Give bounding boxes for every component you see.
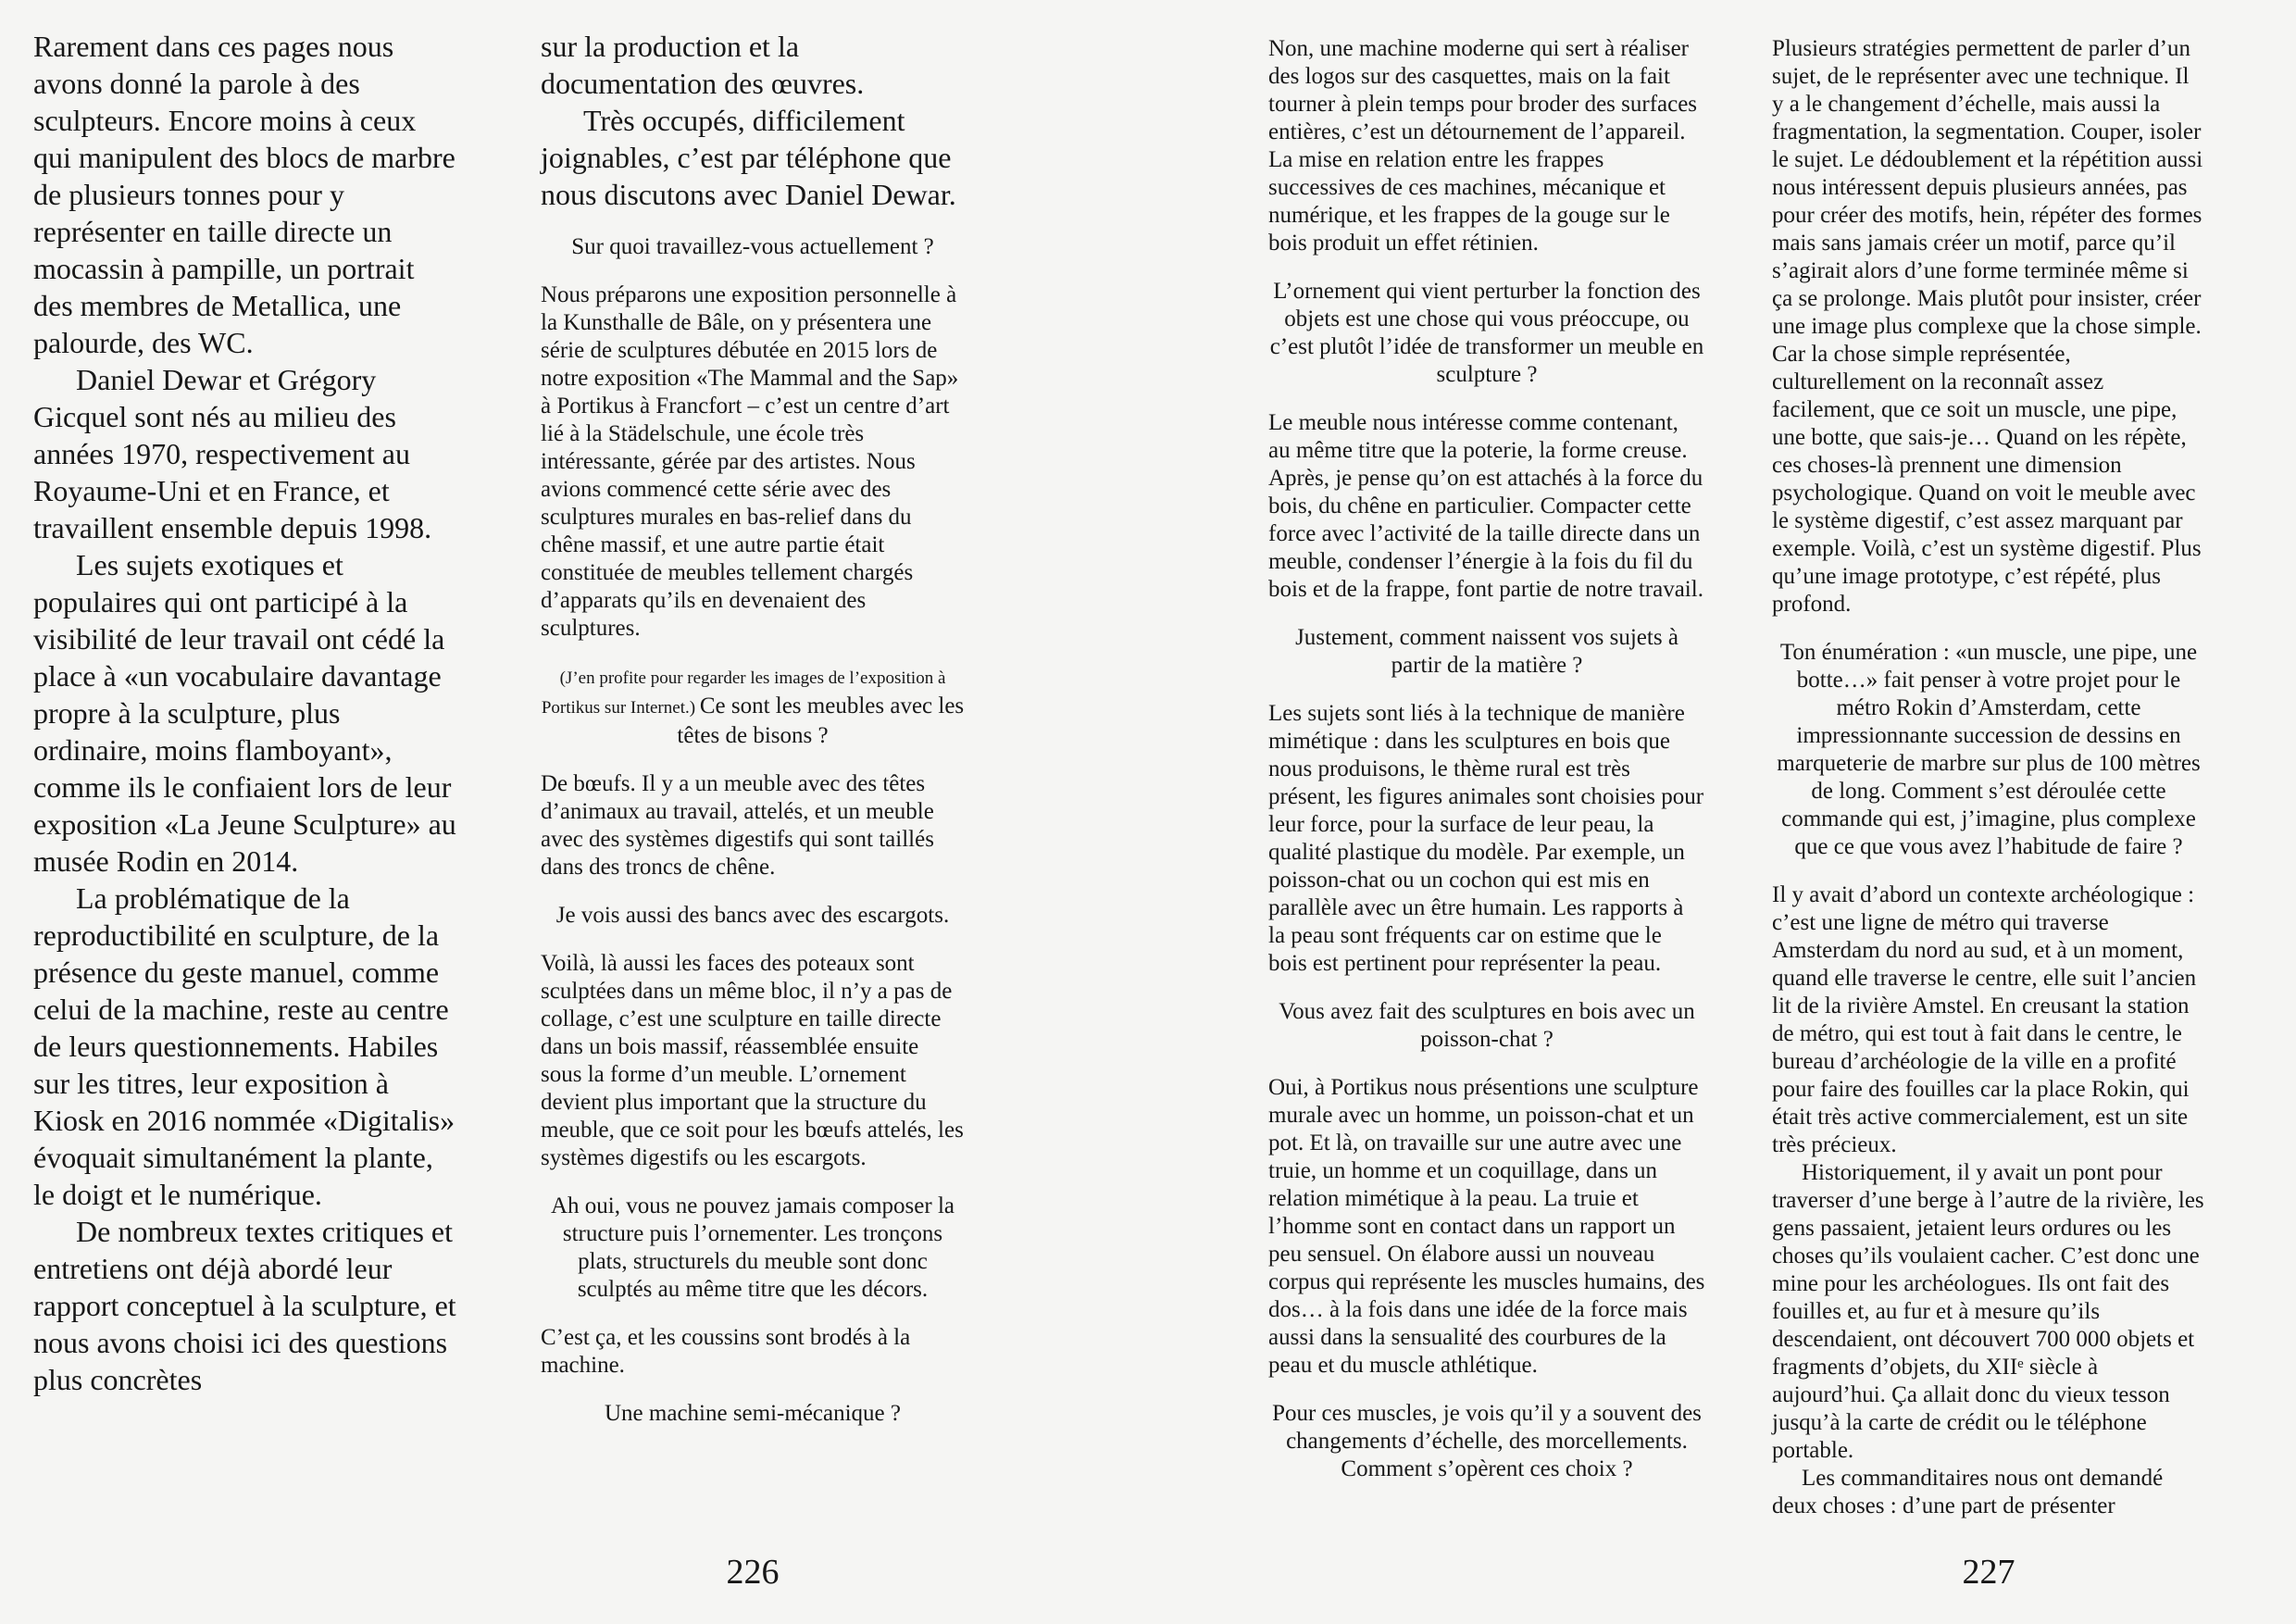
interview-flow-left — [541, 233, 965, 1428]
interview-question: Justement, comment naissent vos sujets à partir de la matière ? — [1295, 625, 1678, 678]
interview-answer — [1772, 35, 2205, 618]
interview-answer — [1268, 1074, 1705, 1380]
interview-answer — [541, 770, 965, 881]
answer-paragraph: Non, une machine moderne qui sert à réaliser des logos sur des casquettes, mais on la fait tourner à plein temps pour broder des surfaces entières, c’est un détournement de l’appareil. La mise en relation entre les frappes successives de ces machines, mécanique et numérique, et les frappes de la gouge sur le bois produit un effet rétinien. — [1268, 36, 1698, 256]
column-interview-middle — [1268, 35, 1705, 1483]
interview-question: Ton énumération : «un muscle, une pipe, une botte…» fait penser à votre projet pour le métro Rokin d’Amsterdam, cette impressionnante succession de dessins en marqueterie de marbre sur plus de 100 mètres de long. Comment s’est déroulée cette commande qui est, j’imagine, plus complexe que ce que vous avez l’habitude de faire ? — [1777, 640, 2201, 859]
intro-paragraph: De nombreux textes critiques et entretiens ont déjà abordé leur rapport conceptuel à la sculpture, et nous avons choisi ici des questions plus concrètes — [33, 1215, 456, 1396]
answer-paragraph: De bœufs. Il y a un meuble avec des têtes d’animaux au travail, attelés, et un meuble avec des systèmes digestifs qui sont taillés dans des troncs de chêne. — [541, 771, 934, 880]
interview-answer — [1772, 881, 2205, 1520]
interview-question: Sur quoi travaillez-vous actuellement ? — [571, 234, 934, 259]
column-intro-left — [33, 28, 461, 1398]
page-number-right: 227 — [1962, 1553, 2015, 1592]
interview-question: Une machine semi-mécanique ? — [605, 1401, 901, 1426]
intro-paragraph: Daniel Dewar et Grégory Gicquel sont nés au milieu des années 1970, respectivement au Royaume-Uni et en France, et travaillent ensemble depuis 1998. — [33, 363, 432, 544]
answer-paragraph: Il y avait d’abord un contexte archéologique : c’est une ligne de métro qui traverse Amsterdam du nord au sud, et à un moment, quand elle traverse le centre, elle suit l’ancien lit de la rivière Amstel. En creusant la station de métro, qui est tout à fait dans le centre, le bureau d’archéologie de la ville en a profité pour faire des fouilles car la place Rokin, qui était très active commercialement, est un site très précieux. — [1772, 882, 2197, 1157]
answer-paragraph: Les sujets sont liés à la technique de manière mimétique : dans les sculptures en bois que nous produisons, le thème rural est très présent, les figures animales sont choisies pour leur force, pour la surface de leur peau, la qualité plastique du modèle. Par exemple, un poisson-chat ou un cochon qui est mis en parallèle avec un être humain. Les rapports à la peau sont fréquents car on estime que le bois est pertinent pour représenter la peau. — [1268, 701, 1704, 976]
interview-answer — [541, 281, 965, 643]
interviewer-aside: (J’en profite pour regarder les images de l’exposition à Portikus sur Internet.) — [541, 668, 946, 718]
interview-question: Vous avez fait des sculptures en bois avec un poisson-chat ? — [1279, 999, 1695, 1052]
interview-question: Je vois aussi des bancs avec des escargots. — [555, 903, 950, 928]
interview-question: Ah oui, vous ne pouvez jamais composer la structure puis l’ornementer. Les tronçons plats, structurels du meuble sont donc sculptés au même titre que les décors. — [550, 1193, 955, 1302]
intro-paragraph: sur la production et la documentation des œuvres. — [541, 30, 865, 100]
page-number-left: 226 — [726, 1553, 780, 1592]
answer-paragraph: Nous préparons une exposition personnelle à la Kunsthalle de Bâle, on y présentera une série de sculptures débutée en 2015 lors de notre exposition «The Mammal and the Sap» à Portikus à Francfort – c’est un centre d’art lié à la Städelschule, une école très intéressante, gérée par des artistes. Nous avions commencé cette série avec des sculptures murales en bas-relief dans du chêne massif, et une autre partie était constituée de meubles tellement chargés d’apparats qu’ils en devenaient des sculptures. — [541, 282, 959, 641]
intro-paragraph: Très occupés, difficilement joignables, c’est par téléphone que nous discutons avec Daniel Dewar. — [541, 104, 956, 211]
answer-paragraph: Les commanditaires nous ont demandé deux choses : d’une part de présenter — [1772, 1466, 2164, 1518]
answer-paragraph: Le meuble nous intéresse comme contenant, au même titre que la poterie, la forme creuse. Après, je pense qu’on est attachés à la force du bois, du chêne en particulier. Compacter cette force avec l’activité de la taille directe dans un meuble, condenser l’énergie à la fois du fil du bois et de la frappe, font partie de notre travail. — [1268, 410, 1703, 602]
answer-paragraph: Historiquement, il y avait un pont pour traverser d’une berge à l’autre de la rivière, les gens passaient, jetaient leurs ordures ou les choses qu’ils voulaient cacher. C’est donc une mine pour les archéologues. Ils ont fait des fouilles et, au fur et à mesure qu’ils descendaient, ont découvert 700 000 objets et fragments d’objets, du XIIᵉ siècle à aujourd’hui. Ça allait donc du vieux tesson jusqu’à la carte de crédit ou le téléphone portable. — [1772, 1160, 2204, 1463]
answer-paragraph: Voilà, là aussi les faces des poteaux sont sculptées dans un même bloc, il n’y a pas de collage, c’est une sculpture en taille directe dans un bois massif, réassemblée ensuite sous la forme d’un meuble. L’ornement devient plus important que la structure du meuble, que ce soit pour les bœufs attelés, les systèmes digestifs ou les escargots. — [541, 951, 964, 1170]
column-intro-and-interview — [541, 28, 965, 1428]
answer-paragraph: Oui, à Portikus nous présentions une sculpture murale avec un homme, un poisson-chat et un pot. Et là, on travaille sur une autre avec une truie, un homme et un coquillage, dans un relation mimétique à la peau. La truie et l’homme sont en contact dans un rapport un peu sensuel. On élabore aussi un nouveau corpus qui représente les muscles humains, des dos… à la fois dans une idée de la force mais aussi dans la sensualité des courbures de la peau et du muscle athlétique. — [1268, 1075, 1705, 1378]
intro-continuation — [541, 28, 965, 213]
answer-paragraph: C’est ça, et les coussins sont brodés à la machine. — [541, 1325, 911, 1378]
interview-answer — [541, 950, 965, 1172]
interview-answer — [541, 1324, 965, 1380]
intro-paragraph: Rarement dans ces pages nous avons donné la parole à des sculpteurs. Encore moins à ceux qui manipulent des blocs de marbre de plusieurs tonnes pour y représenter en taille directe un mocassin à pampille, un portrait des membres de Metallica, une palourde, des WC. — [33, 30, 455, 359]
interview-question: L’ornement qui vient perturber la fonction des objets est une chose qui vous préoccupe, ou c’est plutôt l’idée de transformer un meuble en sculpture ? — [1269, 279, 1704, 387]
answer-paragraph: Plusieurs stratégies permettent de parler d’un sujet, de le représenter avec une technique. Il y a le changement d’échelle, mais aussi la fragmentation, la segmentation. Couper, isoler le sujet. Le dédoublement et la répétition aussi nous intéressent depuis plusieurs années, pas pour créer des motifs, hein, répéter des formes mais sans jamais créer un motif, parce qu’il s’agirait alors d’une forme terminée même si ça se prolonge. Mais plutôt pour insister, créer une image plus complexe que la chose simple. Car la chose simple représentée, culturellement on la reconnaît assez facilement, que ce soit un muscle, une pipe, une botte, que sais-je… Quand on les répète, ces choses-là prennent une dimension psychologique. Quand on voit le meuble avec le système digestif, c’est assez marquant par exemple. Voilà, c’est un système digestif. Plus qu’une image prototype, c’est répété, plus profond. — [1772, 36, 2203, 617]
interview-answer — [1268, 409, 1705, 604]
intro-paragraph: Les sujets exotiques et populaires qui ont participé à la visibilité de leur travail ont cédé la place à «un vocabulaire davantage propre à la sculpture, plus ordinaire, moins flamboyant», comme ils le confiaient lors de leur exposition «La Jeune Sculpture» au musée Rodin en 2014. — [33, 548, 456, 878]
column-interview-right — [1772, 35, 2205, 1520]
intro-paragraph: La problématique de la reproductibilité en sculpture, de la présence du geste manuel, comme celui de la machine, reste au centre de leurs questionnements. Habiles sur les titres, leur exposition à Kiosk en 2016 nommée «Digitalis» évoquait simultanément la plante, le doigt et le numérique. — [33, 881, 455, 1211]
interview-question: Pour ces muscles, je vois qu’il y a souvent des changements d’échelle, des morcellements. Comment s’opèrent ces choix ? — [1272, 1401, 1702, 1481]
interview-answer — [1268, 35, 1705, 257]
interview-answer — [1268, 700, 1705, 978]
interview-question: (J’en profite pour regarder les images de l’exposition à Portikus sur Internet.) Ce sont les meubles avec les têtes de bisons ? — [541, 668, 965, 748]
